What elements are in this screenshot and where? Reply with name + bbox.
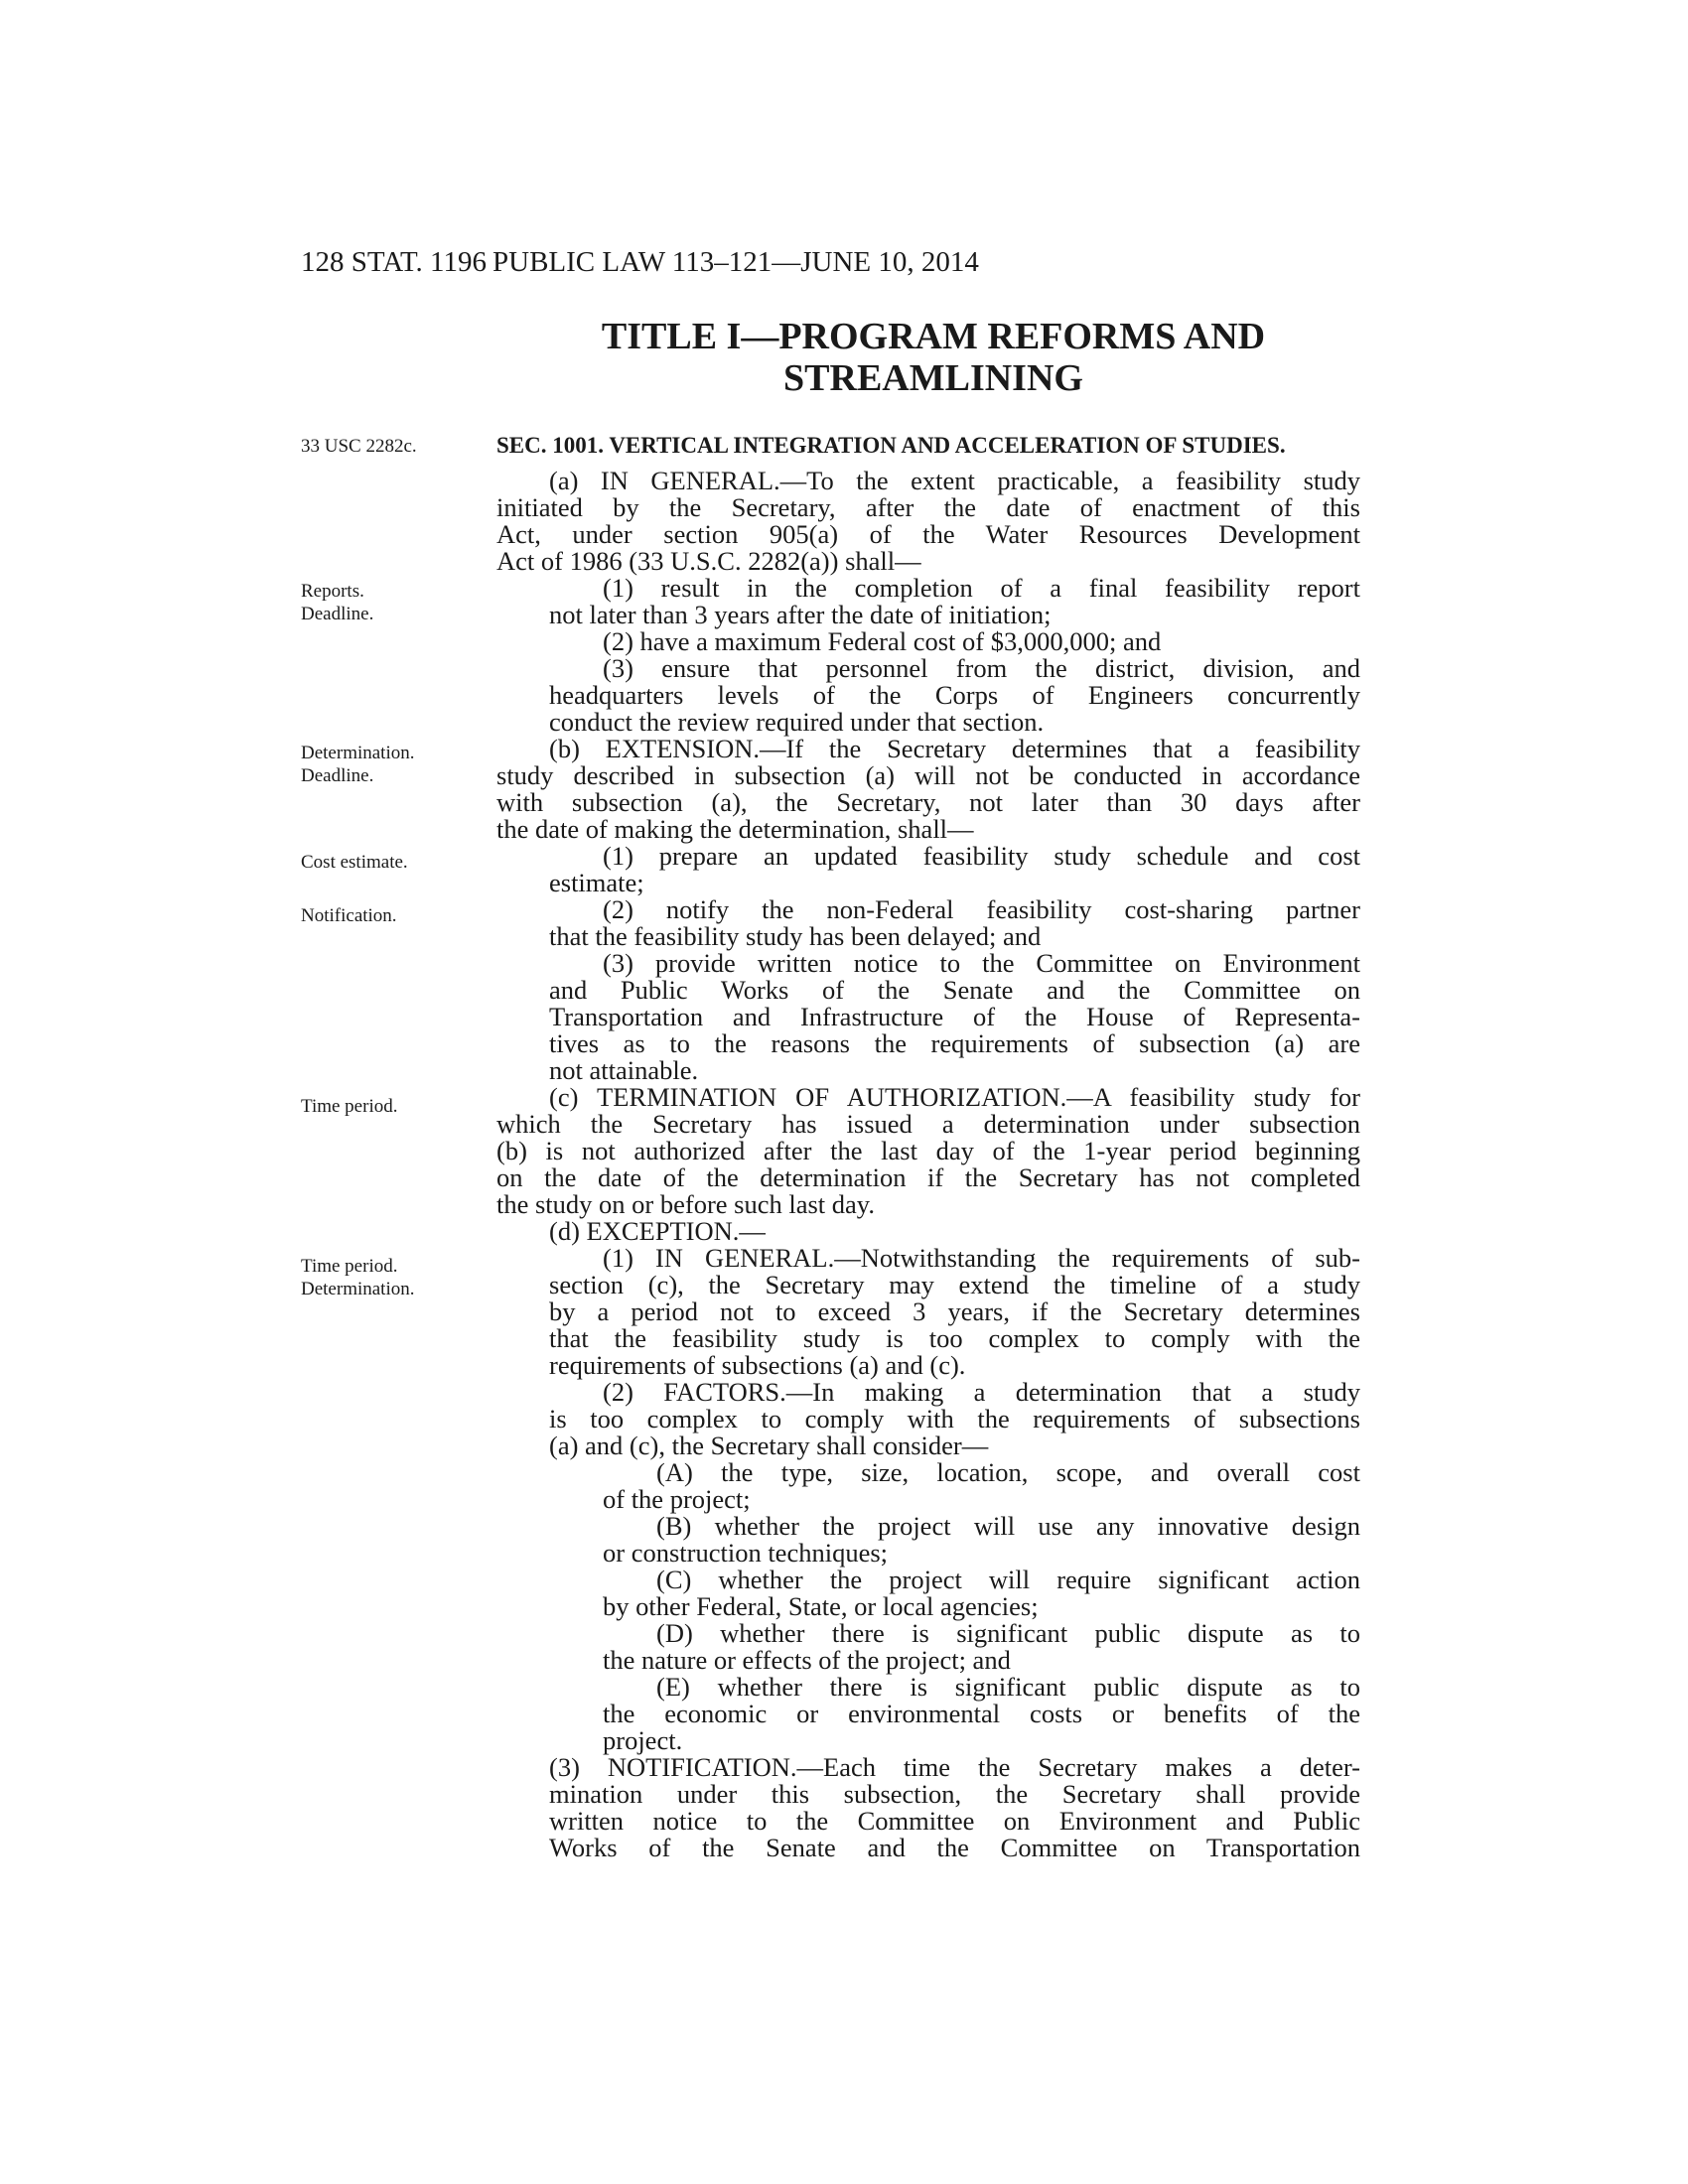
margin-note: Time period. bbox=[301, 1096, 398, 1117]
text-line: on the date of the determination if the Secretary has not completed bbox=[496, 1162, 1360, 1192]
section-heading: SEC. 1001. VERTICAL INTEGRATION AND ACCELERATION OF STUDIES. bbox=[496, 433, 1286, 458]
text-line: section (c), the Secretary may extend the timeline of a study bbox=[549, 1270, 1360, 1299]
text-line: (3) NOTIFICATION.—Each time the Secretary makes a deter- bbox=[549, 1752, 1360, 1782]
text-line: (d) EXCEPTION.— bbox=[549, 1216, 766, 1246]
text-line: (B) whether the project will use any innovative design bbox=[656, 1511, 1360, 1541]
text-line: the date of making the determination, shall— bbox=[496, 814, 974, 844]
margin-note: Deadline. bbox=[301, 765, 374, 786]
text-line: (3) ensure that personnel from the district, division, and bbox=[603, 653, 1360, 683]
margin-note-usc-citation: 33 USC 2282c. bbox=[301, 436, 417, 457]
text-line: project. bbox=[603, 1725, 683, 1755]
text-line: (2) notify the non-Federal feasibility cost-sharing partner bbox=[603, 894, 1360, 924]
margin-note: Time period. bbox=[301, 1256, 398, 1277]
text-line: (2) have a maximum Federal cost of $3,000,000; and bbox=[603, 626, 1162, 656]
text-line: is too complex to comply with the requirements of subsections bbox=[549, 1404, 1360, 1433]
text-line: (E) whether there is significant public dispute as to bbox=[656, 1672, 1360, 1702]
public-law-reference: PUBLIC LAW 113–121—JUNE 10, 2014 bbox=[492, 246, 979, 278]
text-line: with subsection (a), the Secretary, not later than 30 days after bbox=[496, 787, 1360, 817]
text-line: the nature or effects of the project; and bbox=[603, 1645, 1011, 1675]
text-line: (3) provide written notice to the Committee on Environment bbox=[603, 948, 1360, 978]
text-line: which the Secretary has issued a determination under subsection bbox=[496, 1109, 1360, 1139]
text-line: headquarters levels of the Corps of Engineers concurrently bbox=[549, 680, 1360, 710]
text-line: the economic or environmental costs or benefits of the bbox=[603, 1699, 1360, 1728]
text-line: (D) whether there is significant public dispute as to bbox=[656, 1618, 1360, 1648]
text-line: that the feasibility study has been delayed; and bbox=[549, 921, 1042, 951]
text-line: (b) EXTENSION.—If the Secretary determines that a feasibility bbox=[549, 734, 1360, 763]
text-line: (C) whether the project will require significant action bbox=[656, 1565, 1360, 1594]
text-line: Act of 1986 (33 U.S.C. 2282(a)) shall— bbox=[496, 546, 921, 576]
text-line: estimate; bbox=[549, 868, 644, 897]
text-line: initiated by the Secretary, after the date of enactment of this bbox=[496, 492, 1360, 522]
text-line: (a) and (c), the Secretary shall consider— bbox=[549, 1431, 989, 1460]
text-line: (a) IN GENERAL.—To the extent practicable, a feasibility study bbox=[549, 466, 1360, 495]
margin-note: Cost estimate. bbox=[301, 852, 408, 873]
text-line: requirements of subsections (a) and (c). bbox=[549, 1350, 966, 1380]
text-line: or construction techniques; bbox=[603, 1538, 889, 1568]
text-line: Transportation and Infrastructure of the House of Representa- bbox=[549, 1002, 1360, 1031]
text-line: (2) FACTORS.—In making a determination that a study bbox=[603, 1377, 1360, 1407]
margin-note: Deadline. bbox=[301, 604, 374, 624]
text-line: (1) IN GENERAL.—Notwithstanding the requirements of sub- bbox=[603, 1243, 1360, 1273]
text-line: conduct the review required under that section. bbox=[549, 707, 1045, 737]
text-line: that the feasibility study is too complex to comply with the bbox=[549, 1323, 1360, 1353]
text-line: of the project; bbox=[603, 1484, 751, 1514]
margin-note: Reports. bbox=[301, 581, 364, 602]
title-heading bbox=[496, 316, 1370, 399]
text-line: (c) TERMINATION OF AUTHORIZATION.—A feasibility study for bbox=[549, 1082, 1360, 1112]
text-line: written notice to the Committee on Environment and Public bbox=[549, 1806, 1360, 1836]
margin-note: Notification. bbox=[301, 905, 397, 926]
text-line: (A) the type, size, location, scope, and overall cost bbox=[656, 1457, 1360, 1487]
text-line: (b) is not authorized after the last day of the 1-year period beginning bbox=[496, 1136, 1360, 1165]
text-line: by other Federal, State, or local agencies; bbox=[603, 1591, 1039, 1621]
text-line: by a period not to exceed 3 years, if the Secretary determines bbox=[549, 1297, 1360, 1326]
margin-note: Determination. bbox=[301, 1279, 415, 1299]
margin-note: Determination. bbox=[301, 743, 415, 763]
title-line: TITLE I—PROGRAM REFORMS AND bbox=[601, 316, 1266, 357]
text-line: mination under this subsection, the Secretary shall provide bbox=[549, 1779, 1360, 1809]
statute-page-reference: 128 STAT. 1196 bbox=[301, 246, 487, 278]
text-line: Works of the Senate and the Committee on Transportation bbox=[549, 1833, 1360, 1862]
text-line: (1) prepare an updated feasibility study schedule and cost bbox=[603, 841, 1360, 871]
running-head bbox=[301, 246, 1393, 286]
text-line: tives as to the reasons the requirements of subsection (a) are bbox=[549, 1028, 1360, 1058]
text-line: and Public Works of the Senate and the Committee on bbox=[549, 975, 1360, 1005]
text-line: the study on or before such last day. bbox=[496, 1189, 875, 1219]
text-line: Act, under section 905(a) of the Water Resources Development bbox=[496, 519, 1360, 549]
text-line: (1) result in the completion of a final feasibility report bbox=[603, 573, 1360, 603]
text-line: study described in subsection (a) will not be conducted in accordance bbox=[496, 760, 1360, 790]
text-line: not later than 3 years after the date of initiation; bbox=[549, 600, 1052, 629]
text-line: not attainable. bbox=[549, 1055, 699, 1085]
title-line: STREAMLINING bbox=[783, 357, 1083, 399]
